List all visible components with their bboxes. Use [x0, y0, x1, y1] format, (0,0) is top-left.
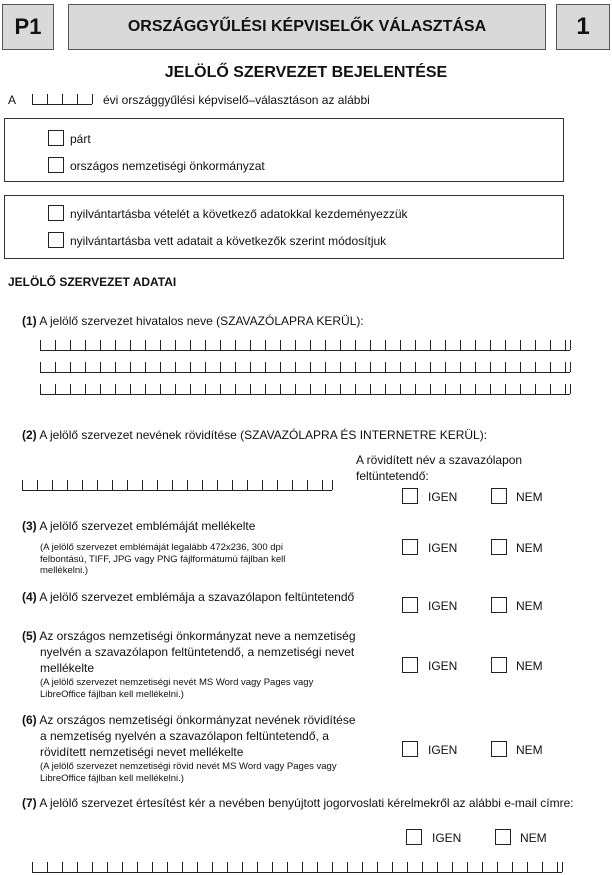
registration-type-box [4, 195, 564, 259]
q2-text: A jelölő szervezet nevének rövidítése (SZAVAZÓLAPRA ÉS INTERNETRE KERÜL): [39, 428, 488, 442]
q3-text: A jelölő szervezet emblémáját mellékelte [39, 519, 256, 533]
q3-number: (3) [22, 519, 37, 533]
q2-side-label: A rövidített név a szavazólapon feltüntetendő: [356, 453, 523, 483]
q3-no-label: NEM [516, 541, 543, 555]
intro-prefix: A [8, 93, 17, 107]
q7-no-checkbox[interactable] [495, 829, 511, 845]
q1-number: (1) [22, 314, 37, 328]
q3-label [22, 518, 352, 534]
modify-registration-checkbox[interactable] [48, 232, 64, 248]
q1-text: A jelölő szervezet hivatalos neve (SZAVAZÓLAPRA KERÜL): [39, 314, 364, 328]
q6-note: (A jelölő szervezet nemzetiségi rövid nevét MS Word vagy Pages vagy LibreOffice fájlban kell mellékelni.) [40, 761, 337, 784]
form-code-box [2, 4, 54, 50]
q3-yes-checkbox[interactable] [402, 539, 418, 555]
q3-note: (A jelölő szervezet emblémáját legalább 472x236, 300 dpi felbontású, TIFF, JPG vagy PNG fájlformátumú fájlban kell mellékelni.) [40, 542, 286, 576]
q5-text: Az országos nemzetiségi önkormányzat neve a nemzetiség nyelvén a szavazólapon feltüntetendő, a nemzetiségi nevet mellékelte [39, 629, 356, 675]
q5-note: (A jelölő szervezet nemzetiségi nevét MS Word vagy Pages vagy LibreOffice fájlban kell mellékelni.) [40, 677, 314, 700]
q4-label [22, 589, 360, 605]
national-minority-label: országos nemzetiségi önkormányzat [70, 159, 265, 173]
q2-no-checkbox[interactable] [491, 488, 507, 504]
q7-label [22, 795, 580, 811]
new-registration-label: nyilvántartásba vételét a következő adatokkal kezdeményezzük [70, 207, 408, 221]
section-title: JELÖLŐ SZERVEZET ADATAI [8, 275, 177, 289]
intro-suffix: évi országgyűlési képviselő–választáson az alábbi [103, 93, 370, 107]
official-name-line-2[interactable] [40, 362, 570, 373]
q7-yes-checkbox[interactable] [406, 829, 422, 845]
modify-registration-label: nyilvántartásba vett adatait a következők szerint módosítjuk [70, 234, 387, 248]
q5-label [22, 628, 360, 676]
q2-label [22, 427, 487, 443]
q2-no-label: NEM [516, 490, 543, 504]
party-checkbox[interactable] [48, 130, 64, 146]
short-name-field[interactable] [22, 480, 332, 491]
national-minority-checkbox[interactable] [48, 157, 64, 173]
header-title-box [68, 4, 546, 50]
q6-number: (6) [22, 713, 37, 727]
q2-yes-label: IGEN [428, 490, 458, 504]
q4-text: A jelölő szervezet emblémája a szavazólapon feltüntetendő [39, 590, 355, 604]
email-field[interactable] [32, 862, 562, 873]
q6-label [22, 712, 360, 760]
q2-yes-checkbox[interactable] [402, 488, 418, 504]
q7-no-label: NEM [520, 831, 547, 845]
q4-no-label: NEM [516, 599, 543, 613]
official-name-line-3[interactable] [40, 384, 570, 395]
header-title: ORSZÁGGYŰLÉSI KÉPVISELŐK VÁLASZTÁSA [127, 18, 487, 35]
party-label: párt [70, 132, 91, 146]
q5-no-checkbox[interactable] [491, 657, 507, 673]
q6-no-label: NEM [516, 743, 543, 757]
q4-no-checkbox[interactable] [491, 597, 507, 613]
q4-number: (4) [22, 590, 37, 604]
q6-yes-checkbox[interactable] [402, 741, 418, 757]
new-registration-checkbox[interactable] [48, 205, 64, 221]
page-number-box [556, 4, 610, 50]
q4-yes-label: IGEN [428, 599, 458, 613]
q6-no-checkbox[interactable] [491, 741, 507, 757]
q5-no-label: NEM [516, 659, 543, 673]
q1-label [22, 313, 364, 329]
q5-yes-checkbox[interactable] [402, 657, 418, 673]
q7-text: A jelölő szervezet értesítést kér a nevében benyújtott jogorvoslati kérelmekről az alábbi e-mail címre: [39, 796, 574, 810]
year-field[interactable] [32, 94, 92, 105]
page-number: 1 [576, 13, 590, 40]
document-title: JELÖLŐ SZERVEZET BEJELENTÉSE [164, 64, 448, 81]
official-name-line-1[interactable] [40, 340, 570, 351]
form-code: P1 [14, 14, 42, 39]
q3-yes-label: IGEN [428, 541, 458, 555]
q6-text: Az országos nemzetiségi önkormányzat nevének rövidítése a nemzetiség nyelvén a szavazólapon feltüntetendő, a rövidített nemzetiségi nevet mellékelte [39, 713, 356, 759]
q5-number: (5) [22, 629, 37, 643]
q4-yes-checkbox[interactable] [402, 597, 418, 613]
q7-number: (7) [22, 796, 37, 810]
q6-yes-label: IGEN [428, 743, 458, 757]
q3-no-checkbox[interactable] [491, 539, 507, 555]
q2-number: (2) [22, 428, 37, 442]
q7-yes-label: IGEN [432, 831, 462, 845]
q5-yes-label: IGEN [428, 659, 458, 673]
